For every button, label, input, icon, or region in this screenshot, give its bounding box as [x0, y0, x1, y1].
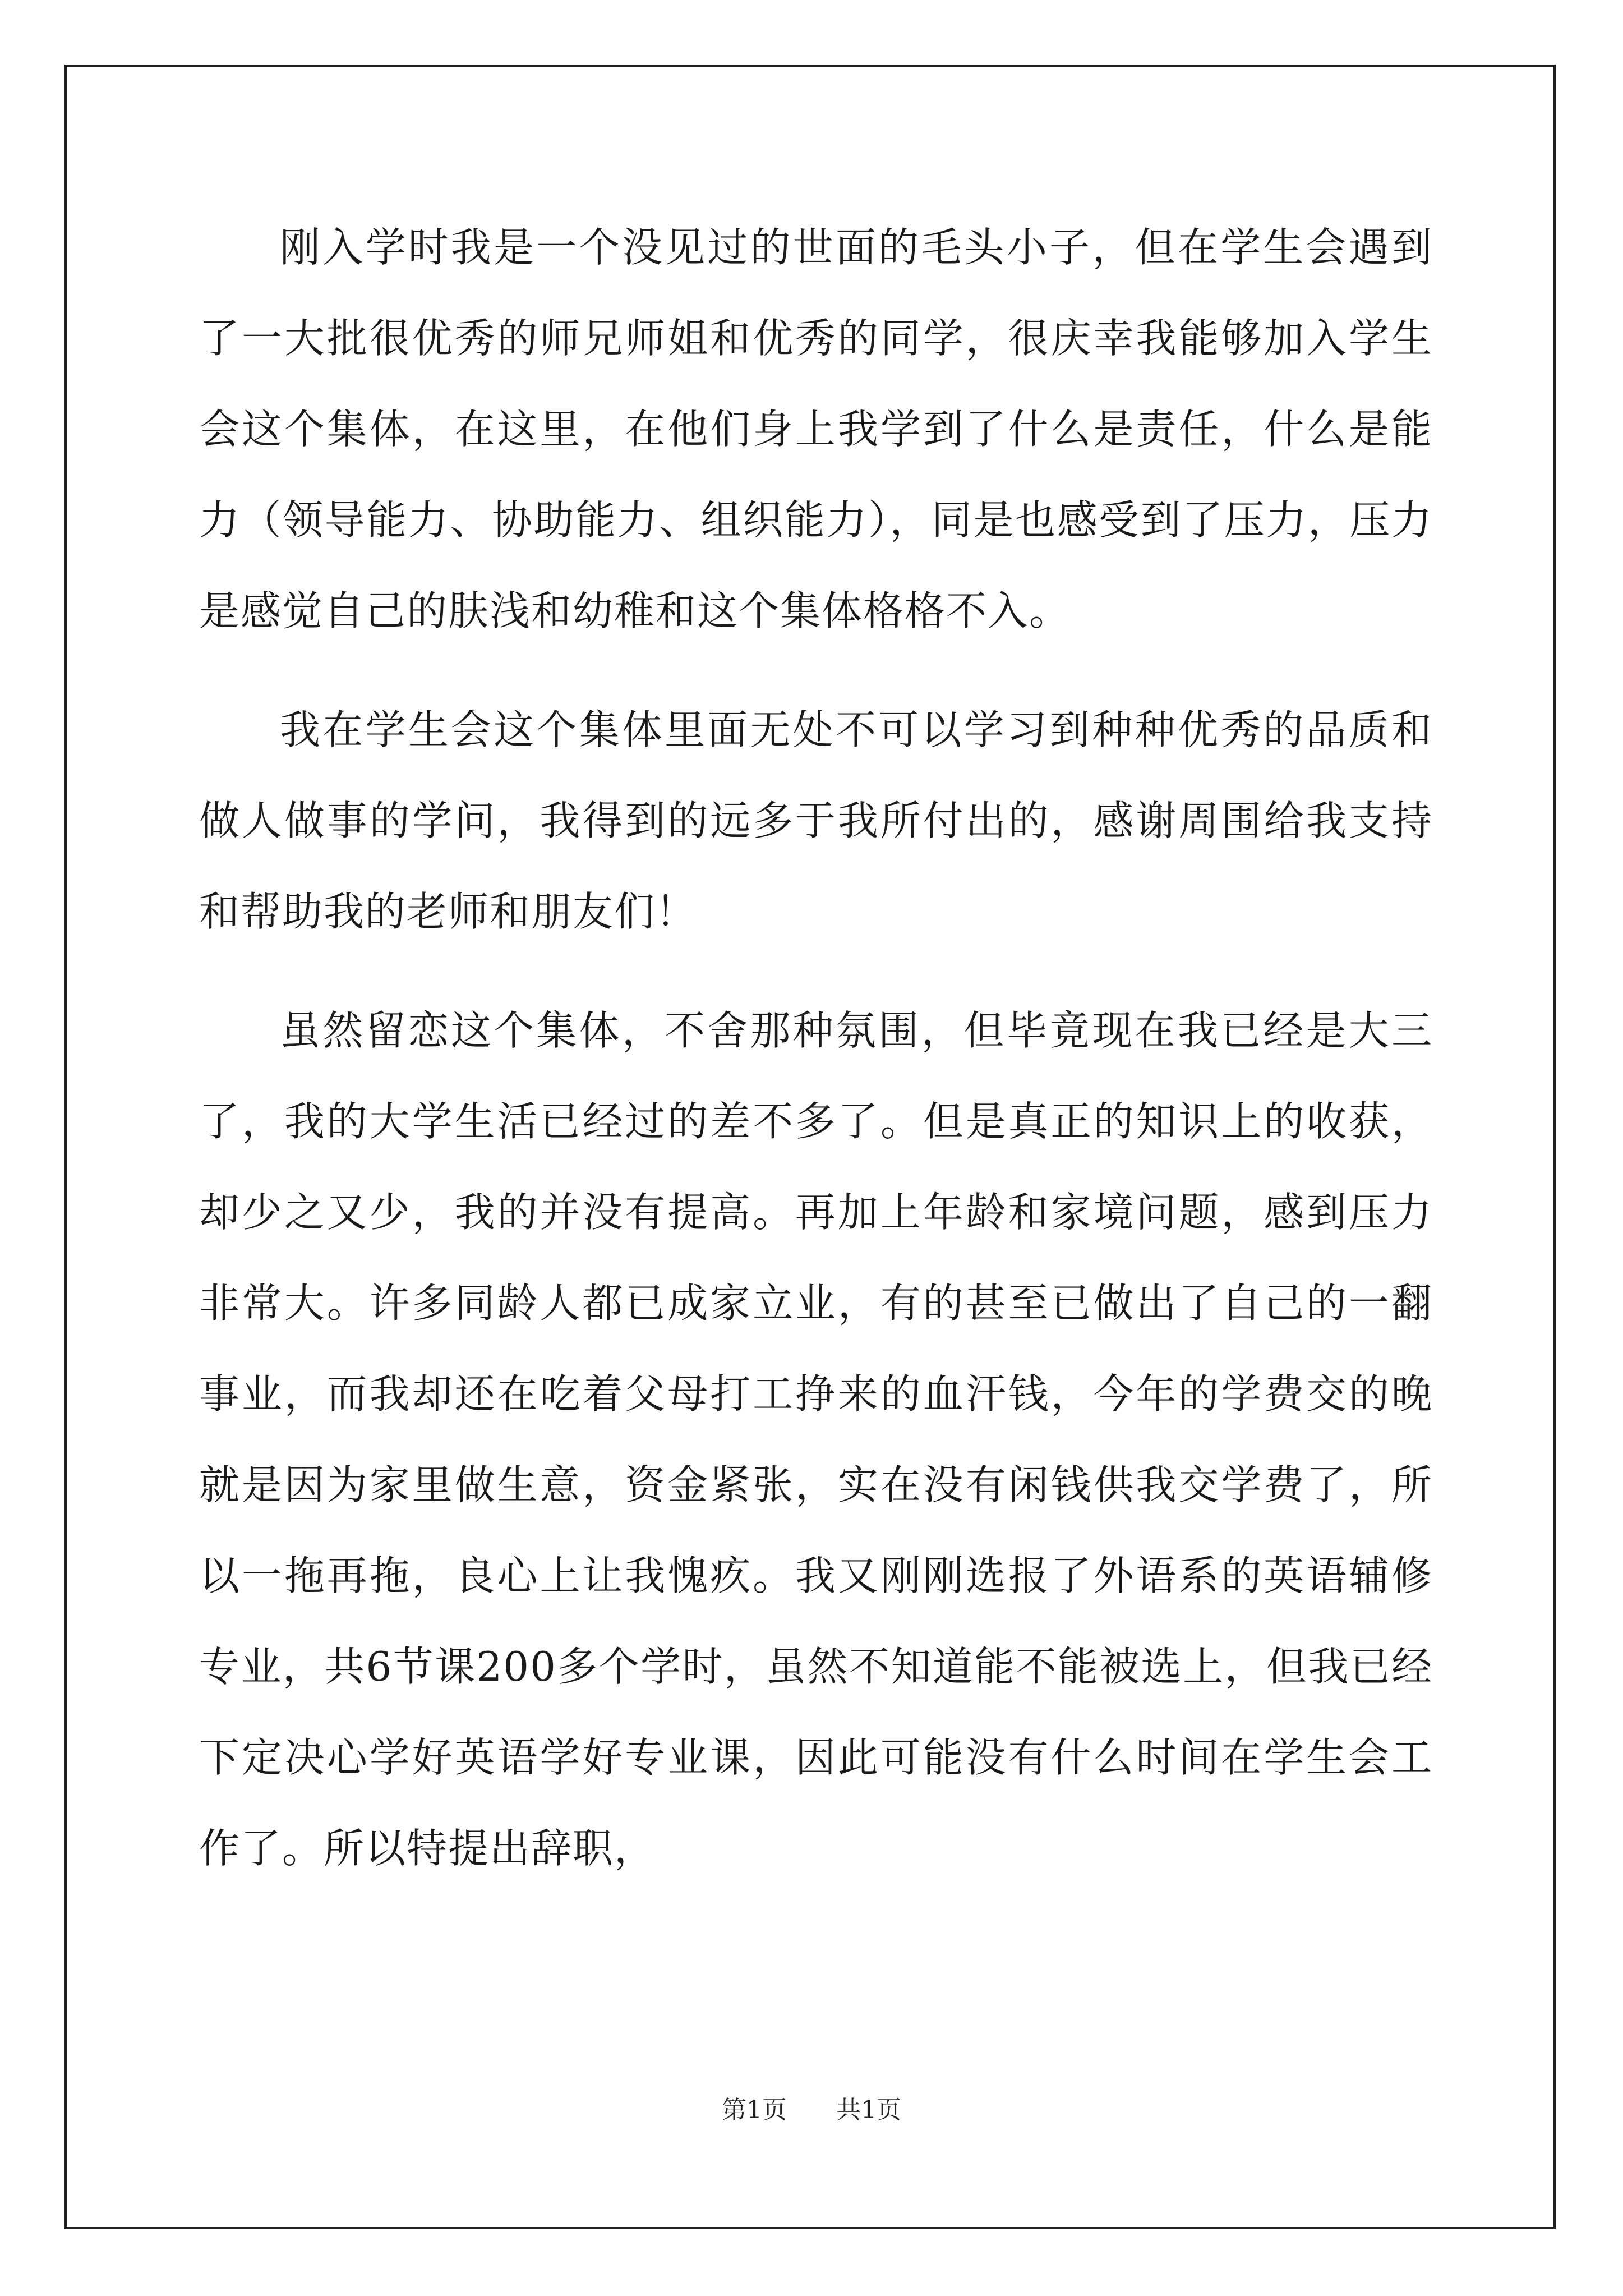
paragraph-2: 我在学生会这个集体里面无处不可以学习到种种优秀的品质和做人做事的学问，我得到的远多于我所付出的，感谢周围给我支持和帮助我的老师和朋友们！	[199, 706, 1433, 935]
paragraph-3: 虽然留恋这个集体，不舍那种氛围，但毕竟现在我已经是大三了，我的大学生活已经过的差不多了。但是真正的知识上的收获，却少之又少，我的并没有提高。再加上年龄和家境问题，感到压力非常大。许多同龄人都已成家立业，有的甚至已做出了自己的一翻事业，而我却还在吃着父母打工挣来的血汗钱，今年的学费交的晚就是因为家里做生意，资金紧张，实在没有闲钱供我交学费了，所以一拖再拖，良心上让我愧疚。我又刚刚选报了外语系的英语辅修专业，共6节课200多个学时，虽然不知道能不能被选上，但我已经下定决心学好英语学好专业课，因此可能没有什么时间在学生会工作了。所以特提出辞职，	[199, 1007, 1433, 1872]
page-number-total: 共1页	[836, 2096, 901, 2124]
document-body	[199, 202, 1433, 1922]
page-footer	[0, 2090, 1623, 2125]
page-number-current: 第1页	[722, 2096, 787, 2124]
paragraph-1: 刚入学时我是一个没见过的世面的毛头小子，但在学生会遇到了一大批很优秀的师兄师姐和优秀的同学，很庆幸我能够加入学生会这个集体，在这里，在他们身上我学到了什么是责任，什么是能力（领导能力、协助能力、组织能力），同是也感受到了压力，压力是感觉自己的肤浅和幼稚和这个集体格格不入。	[199, 224, 1433, 634]
